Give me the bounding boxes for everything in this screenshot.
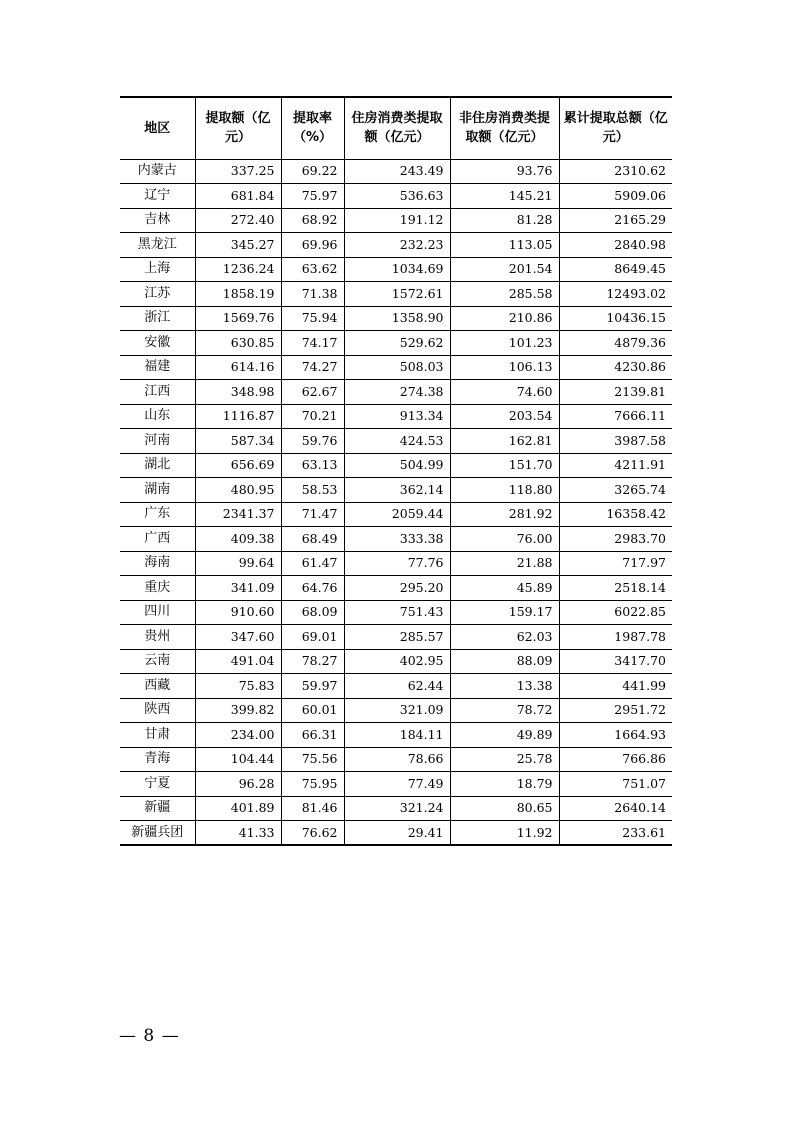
cell-region: 湖南 bbox=[120, 478, 195, 503]
cell-non-housing-amount: 203.54 bbox=[450, 404, 559, 429]
cell-non-housing-amount: 78.72 bbox=[450, 698, 559, 723]
table-row bbox=[120, 233, 672, 258]
cell-cumulative-total: 2840.98 bbox=[559, 233, 672, 258]
header-housing-amount: 住房消费类提取额（亿元） bbox=[344, 97, 450, 159]
cell-cumulative-total: 717.97 bbox=[559, 551, 672, 576]
cell-non-housing-amount: 81.28 bbox=[450, 208, 559, 233]
cell-non-housing-amount: 210.86 bbox=[450, 306, 559, 331]
table-row bbox=[120, 625, 672, 650]
cell-amount: 399.82 bbox=[195, 698, 281, 723]
cell-housing-amount: 29.41 bbox=[344, 821, 450, 846]
cell-amount: 1236.24 bbox=[195, 257, 281, 282]
cell-rate: 75.94 bbox=[281, 306, 344, 331]
cell-housing-amount: 751.43 bbox=[344, 600, 450, 625]
cell-non-housing-amount: 45.89 bbox=[450, 576, 559, 601]
table-row bbox=[120, 723, 672, 748]
cell-cumulative-total: 2640.14 bbox=[559, 796, 672, 821]
table-row bbox=[120, 772, 672, 797]
cell-non-housing-amount: 11.92 bbox=[450, 821, 559, 846]
cell-amount: 1116.87 bbox=[195, 404, 281, 429]
cell-rate: 75.97 bbox=[281, 184, 344, 209]
cell-rate: 71.38 bbox=[281, 282, 344, 307]
cell-amount: 1569.76 bbox=[195, 306, 281, 331]
cell-cumulative-total: 8649.45 bbox=[559, 257, 672, 282]
table-row bbox=[120, 184, 672, 209]
cell-housing-amount: 285.57 bbox=[344, 625, 450, 650]
cell-region: 青海 bbox=[120, 747, 195, 772]
cell-rate: 59.97 bbox=[281, 674, 344, 699]
cell-cumulative-total: 7666.11 bbox=[559, 404, 672, 429]
cell-housing-amount: 424.53 bbox=[344, 429, 450, 454]
cell-housing-amount: 2059.44 bbox=[344, 502, 450, 527]
cell-cumulative-total: 766.86 bbox=[559, 747, 672, 772]
cell-rate: 69.96 bbox=[281, 233, 344, 258]
cell-non-housing-amount: 49.89 bbox=[450, 723, 559, 748]
cell-housing-amount: 1358.90 bbox=[344, 306, 450, 331]
table-row bbox=[120, 257, 672, 282]
cell-region: 贵州 bbox=[120, 625, 195, 650]
cell-housing-amount: 1034.69 bbox=[344, 257, 450, 282]
cell-region: 新疆兵团 bbox=[120, 821, 195, 846]
cell-amount: 272.40 bbox=[195, 208, 281, 233]
cell-rate: 74.17 bbox=[281, 331, 344, 356]
cell-rate: 64.76 bbox=[281, 576, 344, 601]
cell-cumulative-total: 4230.86 bbox=[559, 355, 672, 380]
cell-cumulative-total: 441.99 bbox=[559, 674, 672, 699]
cell-non-housing-amount: 74.60 bbox=[450, 380, 559, 405]
table-body bbox=[120, 159, 672, 845]
page-number: — 8 — bbox=[119, 1026, 180, 1046]
cell-amount: 491.04 bbox=[195, 649, 281, 674]
cell-rate: 69.22 bbox=[281, 159, 344, 184]
header-rate: 提取率（%） bbox=[281, 97, 344, 159]
cell-housing-amount: 362.14 bbox=[344, 478, 450, 503]
cell-housing-amount: 333.38 bbox=[344, 527, 450, 552]
cell-housing-amount: 529.62 bbox=[344, 331, 450, 356]
cell-region: 重庆 bbox=[120, 576, 195, 601]
cell-region: 山东 bbox=[120, 404, 195, 429]
cell-housing-amount: 536.63 bbox=[344, 184, 450, 209]
cell-rate: 68.92 bbox=[281, 208, 344, 233]
cell-non-housing-amount: 93.76 bbox=[450, 159, 559, 184]
cell-region: 云南 bbox=[120, 649, 195, 674]
cell-housing-amount: 274.38 bbox=[344, 380, 450, 405]
cell-region: 辽宁 bbox=[120, 184, 195, 209]
table-row bbox=[120, 600, 672, 625]
cell-non-housing-amount: 151.70 bbox=[450, 453, 559, 478]
cell-non-housing-amount: 13.38 bbox=[450, 674, 559, 699]
cell-non-housing-amount: 113.05 bbox=[450, 233, 559, 258]
table-row bbox=[120, 551, 672, 576]
cell-cumulative-total: 2951.72 bbox=[559, 698, 672, 723]
cell-non-housing-amount: 80.65 bbox=[450, 796, 559, 821]
cell-rate: 58.53 bbox=[281, 478, 344, 503]
header-row bbox=[120, 97, 672, 159]
cell-cumulative-total: 16358.42 bbox=[559, 502, 672, 527]
cell-amount: 1858.19 bbox=[195, 282, 281, 307]
cell-housing-amount: 1572.61 bbox=[344, 282, 450, 307]
cell-cumulative-total: 2139.81 bbox=[559, 380, 672, 405]
cell-rate: 59.76 bbox=[281, 429, 344, 454]
cell-region: 西藏 bbox=[120, 674, 195, 699]
cell-non-housing-amount: 201.54 bbox=[450, 257, 559, 282]
cell-region: 陕西 bbox=[120, 698, 195, 723]
cell-rate: 71.47 bbox=[281, 502, 344, 527]
cell-cumulative-total: 2983.70 bbox=[559, 527, 672, 552]
cell-region: 湖北 bbox=[120, 453, 195, 478]
cell-rate: 78.27 bbox=[281, 649, 344, 674]
cell-housing-amount: 243.49 bbox=[344, 159, 450, 184]
cell-non-housing-amount: 106.13 bbox=[450, 355, 559, 380]
cell-rate: 81.46 bbox=[281, 796, 344, 821]
table-row bbox=[120, 306, 672, 331]
cell-cumulative-total: 2165.29 bbox=[559, 208, 672, 233]
cell-rate: 66.31 bbox=[281, 723, 344, 748]
cell-non-housing-amount: 101.23 bbox=[450, 331, 559, 356]
cell-rate: 69.01 bbox=[281, 625, 344, 650]
cell-rate: 68.49 bbox=[281, 527, 344, 552]
cell-non-housing-amount: 162.81 bbox=[450, 429, 559, 454]
cell-housing-amount: 78.66 bbox=[344, 747, 450, 772]
cell-cumulative-total: 5909.06 bbox=[559, 184, 672, 209]
cell-housing-amount: 321.24 bbox=[344, 796, 450, 821]
table-row bbox=[120, 796, 672, 821]
cell-amount: 630.85 bbox=[195, 331, 281, 356]
cell-rate: 75.95 bbox=[281, 772, 344, 797]
cell-cumulative-total: 1664.93 bbox=[559, 723, 672, 748]
table-row bbox=[120, 159, 672, 184]
cell-region: 江苏 bbox=[120, 282, 195, 307]
cell-cumulative-total: 233.61 bbox=[559, 821, 672, 846]
cell-non-housing-amount: 76.00 bbox=[450, 527, 559, 552]
cell-cumulative-total: 3987.58 bbox=[559, 429, 672, 454]
cell-cumulative-total: 2518.14 bbox=[559, 576, 672, 601]
cell-cumulative-total: 6022.85 bbox=[559, 600, 672, 625]
cell-cumulative-total: 751.07 bbox=[559, 772, 672, 797]
cell-amount: 401.89 bbox=[195, 796, 281, 821]
cell-region: 广西 bbox=[120, 527, 195, 552]
cell-non-housing-amount: 21.88 bbox=[450, 551, 559, 576]
cell-amount: 345.27 bbox=[195, 233, 281, 258]
cell-housing-amount: 62.44 bbox=[344, 674, 450, 699]
cell-non-housing-amount: 145.21 bbox=[450, 184, 559, 209]
cell-amount: 99.64 bbox=[195, 551, 281, 576]
cell-amount: 337.25 bbox=[195, 159, 281, 184]
cell-non-housing-amount: 159.17 bbox=[450, 600, 559, 625]
table-row bbox=[120, 404, 672, 429]
cell-region: 新疆 bbox=[120, 796, 195, 821]
table-row bbox=[120, 355, 672, 380]
cell-housing-amount: 295.20 bbox=[344, 576, 450, 601]
table-row bbox=[120, 674, 672, 699]
table-row bbox=[120, 453, 672, 478]
cell-non-housing-amount: 25.78 bbox=[450, 747, 559, 772]
cell-amount: 348.98 bbox=[195, 380, 281, 405]
table-row bbox=[120, 429, 672, 454]
table-row bbox=[120, 208, 672, 233]
cell-housing-amount: 508.03 bbox=[344, 355, 450, 380]
cell-cumulative-total: 4879.36 bbox=[559, 331, 672, 356]
cell-rate: 74.27 bbox=[281, 355, 344, 380]
cell-rate: 63.13 bbox=[281, 453, 344, 478]
cell-cumulative-total: 10436.15 bbox=[559, 306, 672, 331]
cell-non-housing-amount: 285.58 bbox=[450, 282, 559, 307]
cell-amount: 2341.37 bbox=[195, 502, 281, 527]
cell-rate: 70.21 bbox=[281, 404, 344, 429]
cell-non-housing-amount: 62.03 bbox=[450, 625, 559, 650]
cell-amount: 681.84 bbox=[195, 184, 281, 209]
cell-housing-amount: 504.99 bbox=[344, 453, 450, 478]
cell-amount: 656.69 bbox=[195, 453, 281, 478]
cell-amount: 41.33 bbox=[195, 821, 281, 846]
cell-region: 河南 bbox=[120, 429, 195, 454]
cell-region: 上海 bbox=[120, 257, 195, 282]
cell-region: 江西 bbox=[120, 380, 195, 405]
cell-region: 安徽 bbox=[120, 331, 195, 356]
cell-region: 福建 bbox=[120, 355, 195, 380]
cell-amount: 341.09 bbox=[195, 576, 281, 601]
cell-non-housing-amount: 118.80 bbox=[450, 478, 559, 503]
cell-housing-amount: 232.23 bbox=[344, 233, 450, 258]
cell-region: 宁夏 bbox=[120, 772, 195, 797]
table-row bbox=[120, 576, 672, 601]
header-region: 地区 bbox=[120, 97, 195, 159]
header-non-housing-amount: 非住房消费类提取额（亿元） bbox=[450, 97, 559, 159]
cell-amount: 75.83 bbox=[195, 674, 281, 699]
cell-cumulative-total: 12493.02 bbox=[559, 282, 672, 307]
header-amount: 提取额（亿元） bbox=[195, 97, 281, 159]
cell-region: 吉林 bbox=[120, 208, 195, 233]
cell-amount: 409.38 bbox=[195, 527, 281, 552]
cell-rate: 61.47 bbox=[281, 551, 344, 576]
cell-non-housing-amount: 88.09 bbox=[450, 649, 559, 674]
cell-amount: 104.44 bbox=[195, 747, 281, 772]
cell-cumulative-total: 4211.91 bbox=[559, 453, 672, 478]
cell-housing-amount: 191.12 bbox=[344, 208, 450, 233]
table-row bbox=[120, 331, 672, 356]
cell-region: 海南 bbox=[120, 551, 195, 576]
cell-region: 广东 bbox=[120, 502, 195, 527]
cell-cumulative-total: 1987.78 bbox=[559, 625, 672, 650]
cell-cumulative-total: 3417.70 bbox=[559, 649, 672, 674]
cell-region: 四川 bbox=[120, 600, 195, 625]
table-row bbox=[120, 478, 672, 503]
table-row bbox=[120, 747, 672, 772]
header-cumulative-total: 累计提取总额（亿元） bbox=[559, 97, 672, 159]
cell-amount: 96.28 bbox=[195, 772, 281, 797]
cell-region: 黑龙江 bbox=[120, 233, 195, 258]
cell-rate: 76.62 bbox=[281, 821, 344, 846]
cell-rate: 63.62 bbox=[281, 257, 344, 282]
cell-non-housing-amount: 281.92 bbox=[450, 502, 559, 527]
cell-rate: 75.56 bbox=[281, 747, 344, 772]
cell-rate: 60.01 bbox=[281, 698, 344, 723]
table-header bbox=[120, 97, 672, 159]
cell-housing-amount: 184.11 bbox=[344, 723, 450, 748]
cell-region: 浙江 bbox=[120, 306, 195, 331]
table-row bbox=[120, 502, 672, 527]
table-row bbox=[120, 527, 672, 552]
table-row bbox=[120, 380, 672, 405]
cell-housing-amount: 77.49 bbox=[344, 772, 450, 797]
cell-amount: 614.16 bbox=[195, 355, 281, 380]
withdrawal-table bbox=[120, 96, 672, 846]
cell-housing-amount: 913.34 bbox=[344, 404, 450, 429]
cell-amount: 234.00 bbox=[195, 723, 281, 748]
cell-region: 内蒙古 bbox=[120, 159, 195, 184]
table-row bbox=[120, 282, 672, 307]
cell-amount: 347.60 bbox=[195, 625, 281, 650]
table-row bbox=[120, 698, 672, 723]
cell-housing-amount: 321.09 bbox=[344, 698, 450, 723]
cell-housing-amount: 402.95 bbox=[344, 649, 450, 674]
cell-amount: 480.95 bbox=[195, 478, 281, 503]
cell-cumulative-total: 3265.74 bbox=[559, 478, 672, 503]
cell-non-housing-amount: 18.79 bbox=[450, 772, 559, 797]
cell-region: 甘肃 bbox=[120, 723, 195, 748]
cell-amount: 587.34 bbox=[195, 429, 281, 454]
cell-rate: 68.09 bbox=[281, 600, 344, 625]
table-row bbox=[120, 649, 672, 674]
cell-housing-amount: 77.76 bbox=[344, 551, 450, 576]
cell-cumulative-total: 2310.62 bbox=[559, 159, 672, 184]
table-row bbox=[120, 821, 672, 846]
cell-amount: 910.60 bbox=[195, 600, 281, 625]
cell-rate: 62.67 bbox=[281, 380, 344, 405]
